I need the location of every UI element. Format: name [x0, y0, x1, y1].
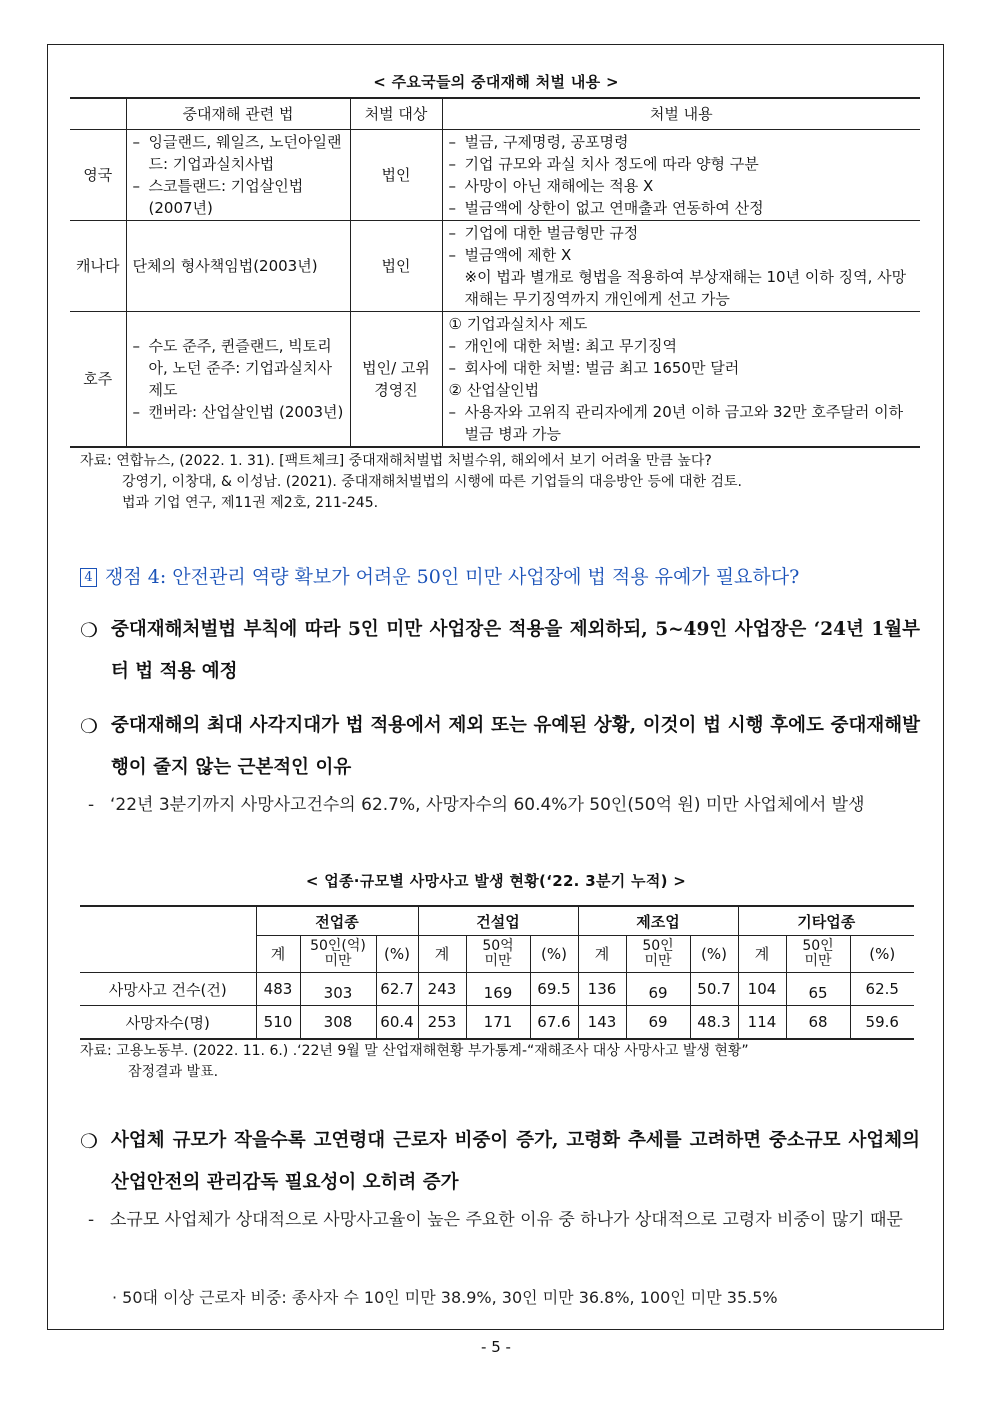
table-row — [80, 973, 914, 1006]
dash-marker: - — [88, 795, 95, 815]
source-line: 강영기, 이창대, & 이성남. (2021). 중대재해처벌법의 시행에 따른 기업들의 대응방안 등에 대한 검토. — [122, 474, 742, 490]
header-empty — [80, 906, 256, 973]
content-cell — [442, 221, 920, 312]
table-cell: 243 — [418, 973, 466, 1006]
source-line: 잠정결과 발표. — [128, 1064, 219, 1080]
law-item: – 캔버라: 산업살인법 (2003년) — [133, 401, 344, 423]
subheader: 50억 미만 — [466, 936, 530, 973]
table-row-australia — [70, 312, 920, 448]
subheader: (%) — [530, 936, 578, 973]
dash-point — [80, 787, 920, 823]
table-cell: 114 — [738, 1006, 786, 1040]
table2-source — [80, 1041, 749, 1083]
law-item: – 수도 준주, 퀸즐랜드, 빅토리아, 노던 준주: 기업과실치사 제도 — [133, 335, 344, 401]
table-header-row — [70, 98, 920, 130]
sub-point: · 50대 이상 근로자 비중: 종사자 수 10인 미만 38.9%, 30인 미만 36.8%, 100인 미만 35.5% — [112, 1288, 778, 1307]
header-content: 처벌 내용 — [442, 98, 920, 130]
law-item: – 스코틀랜드: 기업살인법 (2007년) — [133, 175, 344, 219]
law-cell — [126, 130, 350, 221]
circle-bullet-icon: ❍ — [80, 618, 98, 642]
bullet-point — [80, 705, 920, 789]
content-note: ※이 법과 별개로 형법을 적용하여 부상재해는 10년 이하 징역, 사망재해는 무기징역까지 개인에게 선고 가능 — [464, 268, 907, 308]
page-number: - 5 - — [481, 1338, 511, 1356]
bullet-text: 중대재해의 최대 사각지대가 법 적용에서 제외 또는 유예된 상황, 이것이 법 시행 후에도 중대재해발행이 줄지 않는 근본적인 이유 — [111, 715, 920, 778]
table2-caption: < 업종·규모별 사망사고 발생 현황(‘22. 3분기 누적) > — [305, 872, 687, 890]
subheader: 50인 미만 — [786, 936, 850, 973]
bullet-point — [80, 1120, 920, 1204]
content-item: ① 기업과실치사 제도 — [448, 315, 588, 333]
issue-number-box: 4 — [80, 568, 97, 587]
content-cell — [442, 130, 920, 221]
bullet-text: 중대재해처벌법 부칙에 따라 5인 미만 사업장은 적용을 제외하되, 5~49인 사업장은 ‘24년 1월부터 법 적용 예정 — [111, 619, 920, 682]
subheader: 계 — [418, 936, 466, 973]
content-item: – 벌금액에 제한 X — [449, 244, 915, 266]
subheader: 계 — [738, 936, 786, 973]
content-item: – 벌금, 구제명령, 공포명령 — [449, 131, 915, 153]
subheader: 50인(억) 미만 — [300, 936, 376, 973]
table-cell: 59.6 — [850, 1006, 914, 1040]
subheader: (%) — [376, 936, 418, 973]
country-cell: 캐나다 — [70, 221, 126, 312]
country-cell: 호주 — [70, 312, 126, 448]
table-cell: 62.7 — [376, 973, 418, 1006]
table-cell: 48.3 — [690, 1006, 738, 1040]
punishment-table — [70, 97, 920, 448]
table-header-row — [80, 906, 914, 936]
table-row-canada — [70, 221, 920, 312]
row-label: 사망사고 건수(건) — [80, 973, 256, 1006]
content-item: – 기업에 대한 벌금형만 규정 — [449, 222, 915, 244]
table-cell: 143 — [578, 1006, 626, 1040]
table-cell: 69 — [626, 1006, 690, 1040]
subheader: 계 — [256, 936, 300, 973]
content-item: – 사망이 아닌 재해에는 적용 X — [449, 175, 915, 197]
table-row-uk — [70, 130, 920, 221]
table1-caption: < 주요국들의 중대재해 처벌 내용 > — [373, 73, 619, 91]
target-cell: 법인 — [350, 130, 442, 221]
issue-heading — [80, 562, 799, 589]
table-row — [80, 1006, 914, 1040]
content-item: – 벌금액에 상한이 없고 연매출과 연동하여 산정 — [449, 197, 915, 219]
header-target: 처벌 대상 — [350, 98, 442, 130]
dash-text: ‘22년 3분기까지 사망사고건수의 62.7%, 사망자수의 60.4%가 50인(50억 원) 미만 사업체에서 발생 — [110, 795, 865, 815]
law-cell: 단체의 형사책임법(2003년) — [126, 221, 350, 312]
table-cell: 65 — [786, 973, 850, 1006]
source-line: 자료: 연합뉴스, (2022. 1. 31). [팩트체크] 중대재해처벌법 처벌수위, 해외에서 보기 어려울 만큼 높다? — [80, 453, 712, 469]
table-cell: 483 — [256, 973, 300, 1006]
table-cell: 308 — [300, 1006, 376, 1040]
table-cell: 169 — [466, 973, 530, 1006]
subheader: 계 — [578, 936, 626, 973]
content-item: – 회사에 대한 처벌: 벌금 최고 1650만 달러 — [449, 357, 915, 379]
fatal-accident-table — [80, 905, 914, 1040]
table-cell: 69.5 — [530, 973, 578, 1006]
subheader: 50인 미만 — [626, 936, 690, 973]
dash-text: 소규모 사업체가 상대적으로 사망사고율이 높은 주요한 이유 중 하나가 상대적으로 고령자 비중이 많기 때문 — [110, 1210, 903, 1230]
subheader: (%) — [690, 936, 738, 973]
table-cell: 60.4 — [376, 1006, 418, 1040]
table-cell: 62.5 — [850, 973, 914, 1006]
table-cell: 104 — [738, 973, 786, 1006]
header-group: 제조업 — [578, 906, 738, 936]
content-item: – 기업 규모와 과실 치사 정도에 따라 양형 구분 — [449, 153, 915, 175]
subheader: (%) — [850, 936, 914, 973]
header-group: 기타업종 — [738, 906, 914, 936]
table1-source — [80, 451, 742, 514]
law-item: – 잉글랜드, 웨일즈, 노던아일랜드: 기업과실치사법 — [133, 131, 344, 175]
circle-bullet-icon: ❍ — [80, 1129, 98, 1153]
circle-bullet-icon: ❍ — [80, 714, 98, 738]
header-law: 중대재해 관련 법 — [126, 98, 350, 130]
issue-text: 쟁점 4: 안전관리 역량 확보가 어려운 50인 미만 사업장에 법 적용 유예가 필요하다? — [105, 566, 800, 588]
dash-point — [80, 1202, 920, 1238]
table-cell: 50.7 — [690, 973, 738, 1006]
bullet-point — [80, 609, 920, 693]
table-cell: 253 — [418, 1006, 466, 1040]
target-cell: 법인/ 고위경영진 — [350, 312, 442, 448]
table-cell: 171 — [466, 1006, 530, 1040]
header-group: 건설업 — [418, 906, 578, 936]
table-cell: 67.6 — [530, 1006, 578, 1040]
dash-marker: - — [88, 1210, 95, 1230]
content-item: ② 산업살인법 — [448, 381, 540, 399]
header-country — [70, 98, 126, 130]
table-cell: 69 — [626, 973, 690, 1006]
content-item: – 사용자와 고위직 관리자에게 20년 이하 금고와 32만 호주달러 이하 벌금 병과 가능 — [449, 401, 915, 445]
country-cell: 영국 — [70, 130, 126, 221]
source-line: 자료: 고용노동부. (2022. 11. 6.) .‘22년 9월 말 산업재해현황 부가통계-“재해조사 대상 사망사고 발생 현황” — [80, 1043, 749, 1059]
content-item: – 개인에 대한 처벌: 최고 무기징역 — [449, 335, 915, 357]
target-cell: 법인 — [350, 221, 442, 312]
table-cell: 510 — [256, 1006, 300, 1040]
row-label: 사망자수(명) — [80, 1006, 256, 1040]
content-cell — [442, 312, 920, 448]
law-cell — [126, 312, 350, 448]
table-cell: 303 — [300, 973, 376, 1006]
header-group: 전업종 — [256, 906, 418, 936]
bullet-text: 사업체 규모가 작을수록 고연령대 근로자 비중이 증가, 고령화 추세를 고려하면 중소규모 사업체의 산업안전의 관리감독 필요성이 오히려 증가 — [111, 1130, 920, 1193]
table-cell: 68 — [786, 1006, 850, 1040]
table-cell: 136 — [578, 973, 626, 1006]
source-line: 법과 기업 연구, 제11권 제2호, 211-245. — [122, 495, 379, 511]
